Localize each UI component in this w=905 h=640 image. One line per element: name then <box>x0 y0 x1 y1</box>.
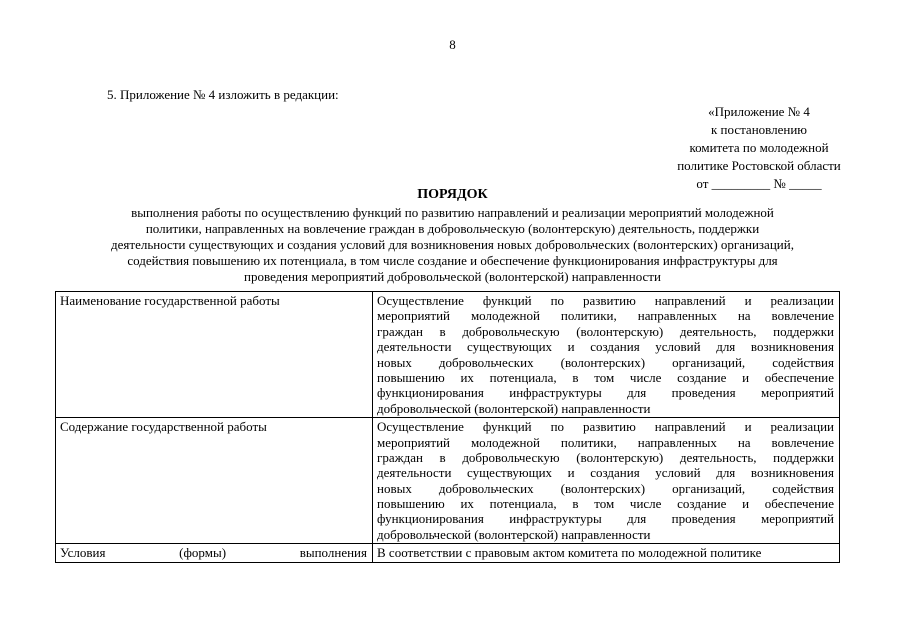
value-line: мероприятий молодежной политики, направленных на вовлечение <box>377 308 834 324</box>
value-line: В соответствии с правовым актом комитета по молодежной политике <box>377 545 762 561</box>
value-line: добровольческой (волонтерской) направленности <box>377 400 651 416</box>
row-label: Содержание государственной работы <box>56 418 373 544</box>
value-line: новых добровольческих (волонтерских) организаций, содействия <box>377 354 834 370</box>
appendix-ref-line: к постановлению <box>710 122 808 137</box>
value-line: граждан в добровольческую (волонтерскую) деятельность, поддержки <box>377 449 834 465</box>
table-row <box>56 544 840 562</box>
row-value <box>373 292 840 418</box>
document-title: ПОРЯДОК <box>417 187 488 202</box>
row-label: Наименование государственной работы <box>56 292 373 418</box>
value-line: граждан в добровольческую (волонтерскую) деятельность, поддержки <box>377 323 834 339</box>
row-value <box>373 418 840 544</box>
subtitle-line: деятельности существующих и создания условий для возникновения новых добровольческих (волонтерских) организаций, <box>111 237 794 252</box>
value-line: мероприятий молодежной политики, направленных на вовлечение <box>377 434 834 450</box>
page-number: 8 <box>449 37 456 52</box>
subtitle-line: содействия повышению их потенциала, в том числе создание и обеспечение функционирования инфраструктуры для <box>127 253 778 268</box>
works-table <box>55 291 840 563</box>
appendix-ref-line: от _________ № _____ <box>696 176 822 191</box>
appendix-ref-line: политике Ростовской области <box>677 158 841 173</box>
value-line: Осуществление функций по развитию направлений и реализации <box>377 419 834 435</box>
table-row <box>56 418 840 544</box>
appendix-reference <box>640 103 878 193</box>
appendix-ref-line: «Приложение № 4 <box>708 104 810 119</box>
value-line: новых добровольческих (волонтерских) организаций, содействия <box>377 480 834 496</box>
row-label: Условия (формы) выполнения <box>56 544 373 562</box>
value-line: деятельности существующих и создания условий для возникновения <box>377 465 834 481</box>
value-line: функционирования инфраструктуры для проведения мероприятий <box>377 385 834 401</box>
document-subtitle <box>40 205 865 285</box>
subtitle-line: выполнения работы по осуществлению функций по развитию направлений и реализации мероприятий молодежной <box>131 205 774 220</box>
subtitle-line: проведения мероприятий добровольческой (волонтерской) направленности <box>244 269 661 284</box>
table-row <box>56 292 840 418</box>
amendment-text: 5. Приложение № 4 изложить в редакции: <box>107 87 339 102</box>
value-line: повышению их потенциала, в том числе создание и обеспечение <box>377 496 834 512</box>
value-line: Осуществление функций по развитию направлений и реализации <box>377 293 834 308</box>
appendix-ref-line: комитета по молодежной <box>689 140 829 155</box>
value-line: деятельности существующих и создания условий для возникновения <box>377 339 834 355</box>
subtitle-line: политики, направленных на вовлечение граждан в добровольческую (волонтерскую) деятельность, поддержки <box>145 221 760 236</box>
row-value <box>373 544 840 562</box>
value-line: функционирования инфраструктуры для проведения мероприятий <box>377 511 834 527</box>
value-line: добровольческой (волонтерской) направленности <box>377 526 651 542</box>
value-line: повышению их потенциала, в том числе создание и обеспечение <box>377 369 834 385</box>
